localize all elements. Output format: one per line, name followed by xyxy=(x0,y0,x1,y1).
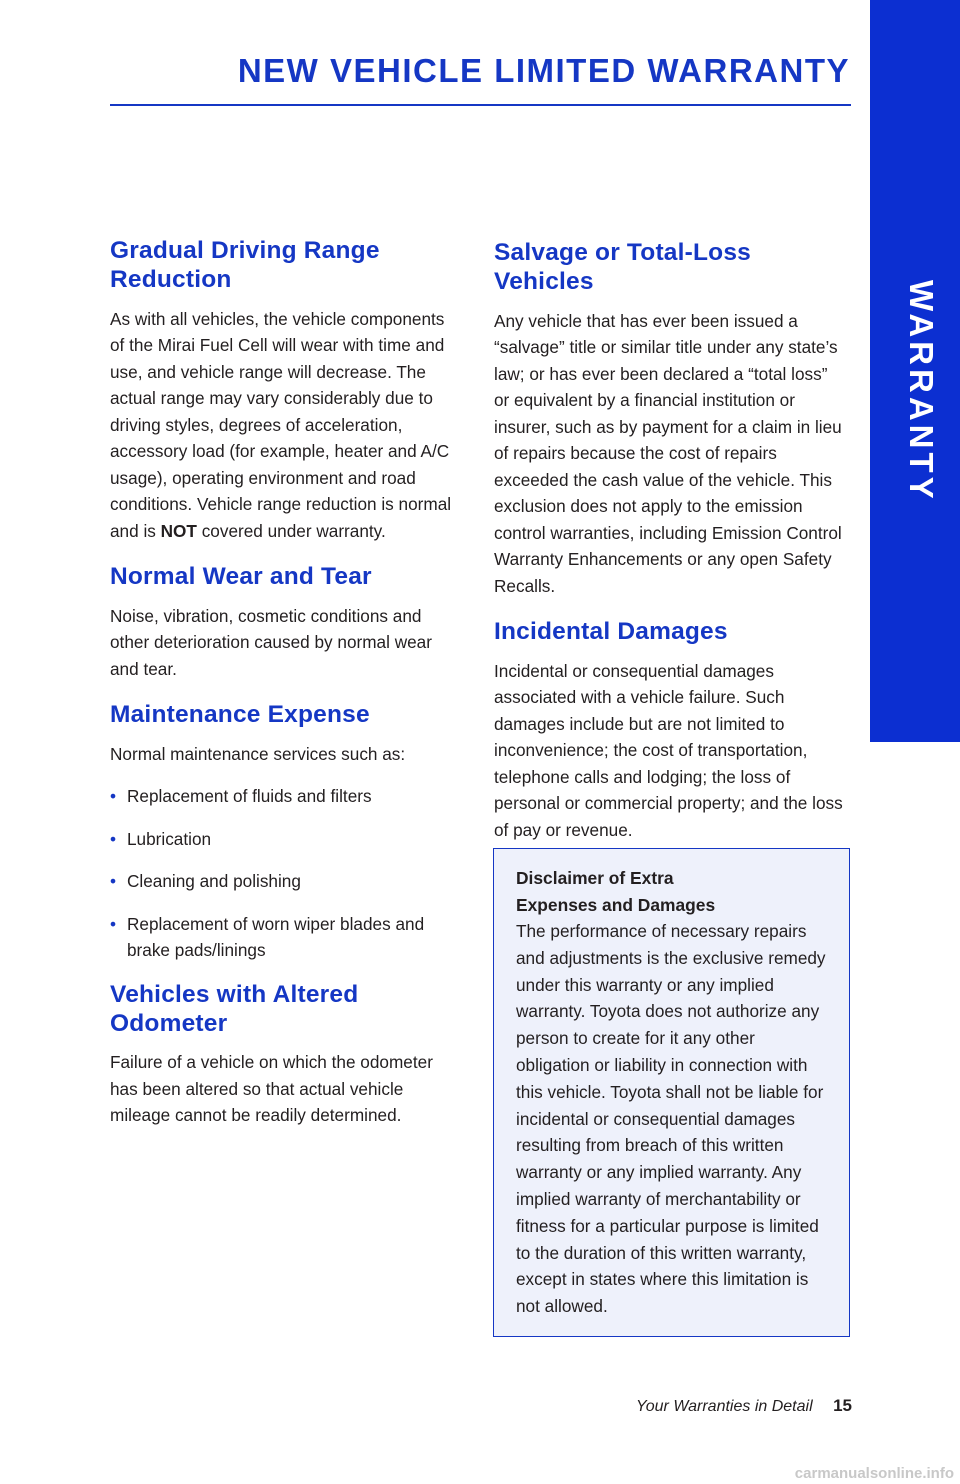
section-salvage-vehicles xyxy=(494,238,846,599)
disclaimer-box xyxy=(493,848,850,1337)
page-footer xyxy=(636,1396,852,1416)
section-body: Any vehicle that has ever been issued a “salvage” title or similar title under any state’s law; or has ever been declared a “total loss” or equivalent by a financial institution or insurer, such as by payment for a claim in lieu of repairs because the cost of repairs exceeded the cash value of the vehicle. This exclusion does not apply to the emission control warranties, including Emission Control Warranty Enhancements or any open Safety Recalls. xyxy=(494,310,842,596)
bullet-dot-icon: • xyxy=(110,871,117,892)
section-heading: Salvage or Total-Loss Vehicles xyxy=(494,239,751,296)
page-number: 15 xyxy=(833,1396,852,1415)
disclaimer-title: Disclaimer of Extra Expenses and Damages xyxy=(516,868,716,915)
bullet-dot-icon: • xyxy=(110,786,117,807)
section-heading: Vehicles with Altered Odometer xyxy=(110,980,359,1037)
section-heading: Maintenance Expense xyxy=(110,701,370,729)
section-maintenance-expense xyxy=(110,700,462,963)
section-tab-label: WARRANTY xyxy=(903,280,940,503)
list-item: • Replacement of worn wiper blades and brake pads/linings xyxy=(110,911,462,964)
list-item: • Replacement of fluids and filters xyxy=(110,783,462,810)
list-item: • Cleaning and polishing xyxy=(110,868,462,895)
bullet-dot-icon: • xyxy=(110,828,117,849)
right-column xyxy=(494,238,846,855)
section-incidental-damages xyxy=(494,617,846,843)
section-body: Noise, vibration, cosmetic conditions and other deterioration caused by normal wear and tear. xyxy=(110,605,432,679)
maintenance-list xyxy=(110,783,462,964)
bullet-dot-icon: • xyxy=(110,913,117,934)
section-body: As with all vehicles, the vehicle components of the Mirai Fuel Cell will wear with time and use, and vehicle range will decrease. The actual range may vary considerably due to driving styles, degrees of acceleration, accessory load (for example, heater and A/C usage), operating environment and road conditions. Vehicle range reduction is normal and is NOT covered under warranty. xyxy=(110,308,452,541)
left-column xyxy=(110,236,462,1141)
section-heading: Gradual Driving Range Reduction xyxy=(110,237,380,294)
watermark: carmanualsonline.info xyxy=(794,1465,954,1482)
page-title: NEW VEHICLE LIMITED WARRANTY xyxy=(237,52,850,89)
section-intro: Normal maintenance services such as: xyxy=(110,743,406,764)
section-body: Incidental or consequential damages associated with a vehicle failure. Such damages include but are not limited to inconvenience; the cost of transportation, telephone calls and lodging; the loss of personal or commercial property; and the loss of pay or revenue. xyxy=(494,660,843,840)
section-body: Failure of a vehicle on which the odometer has been altered so that actual vehicle mileage cannot be readily determined. xyxy=(110,1052,433,1126)
header-divider xyxy=(110,104,851,106)
emphasis-not: NOT xyxy=(160,520,197,541)
disclaimer-body: The performance of necessary repairs and adjustments is the exclusive remedy under this warranty or any implied warranty. Toyota does not authorize any person to create for it any other obligation or liability in connection with this vehicle. Toyota shall not be liable for incidental or consequential damages resulting from breach of this written warranty or any implied warranty. Any implied warranty of merchantability or fitness for a particular purpose is limited to the duration of this written warranty, except in states where this limitation is not allowed. xyxy=(516,921,826,1317)
section-wear-and-tear xyxy=(110,562,462,682)
list-item: • Lubrication xyxy=(110,826,462,853)
section-heading: Normal Wear and Tear xyxy=(110,563,372,591)
footer-label: Your Warranties in Detail xyxy=(635,1398,813,1415)
section-heading: Incidental Damages xyxy=(494,618,728,646)
section-altered-odometer xyxy=(110,980,462,1129)
section-tab xyxy=(870,0,960,742)
section-range-reduction xyxy=(110,236,462,544)
